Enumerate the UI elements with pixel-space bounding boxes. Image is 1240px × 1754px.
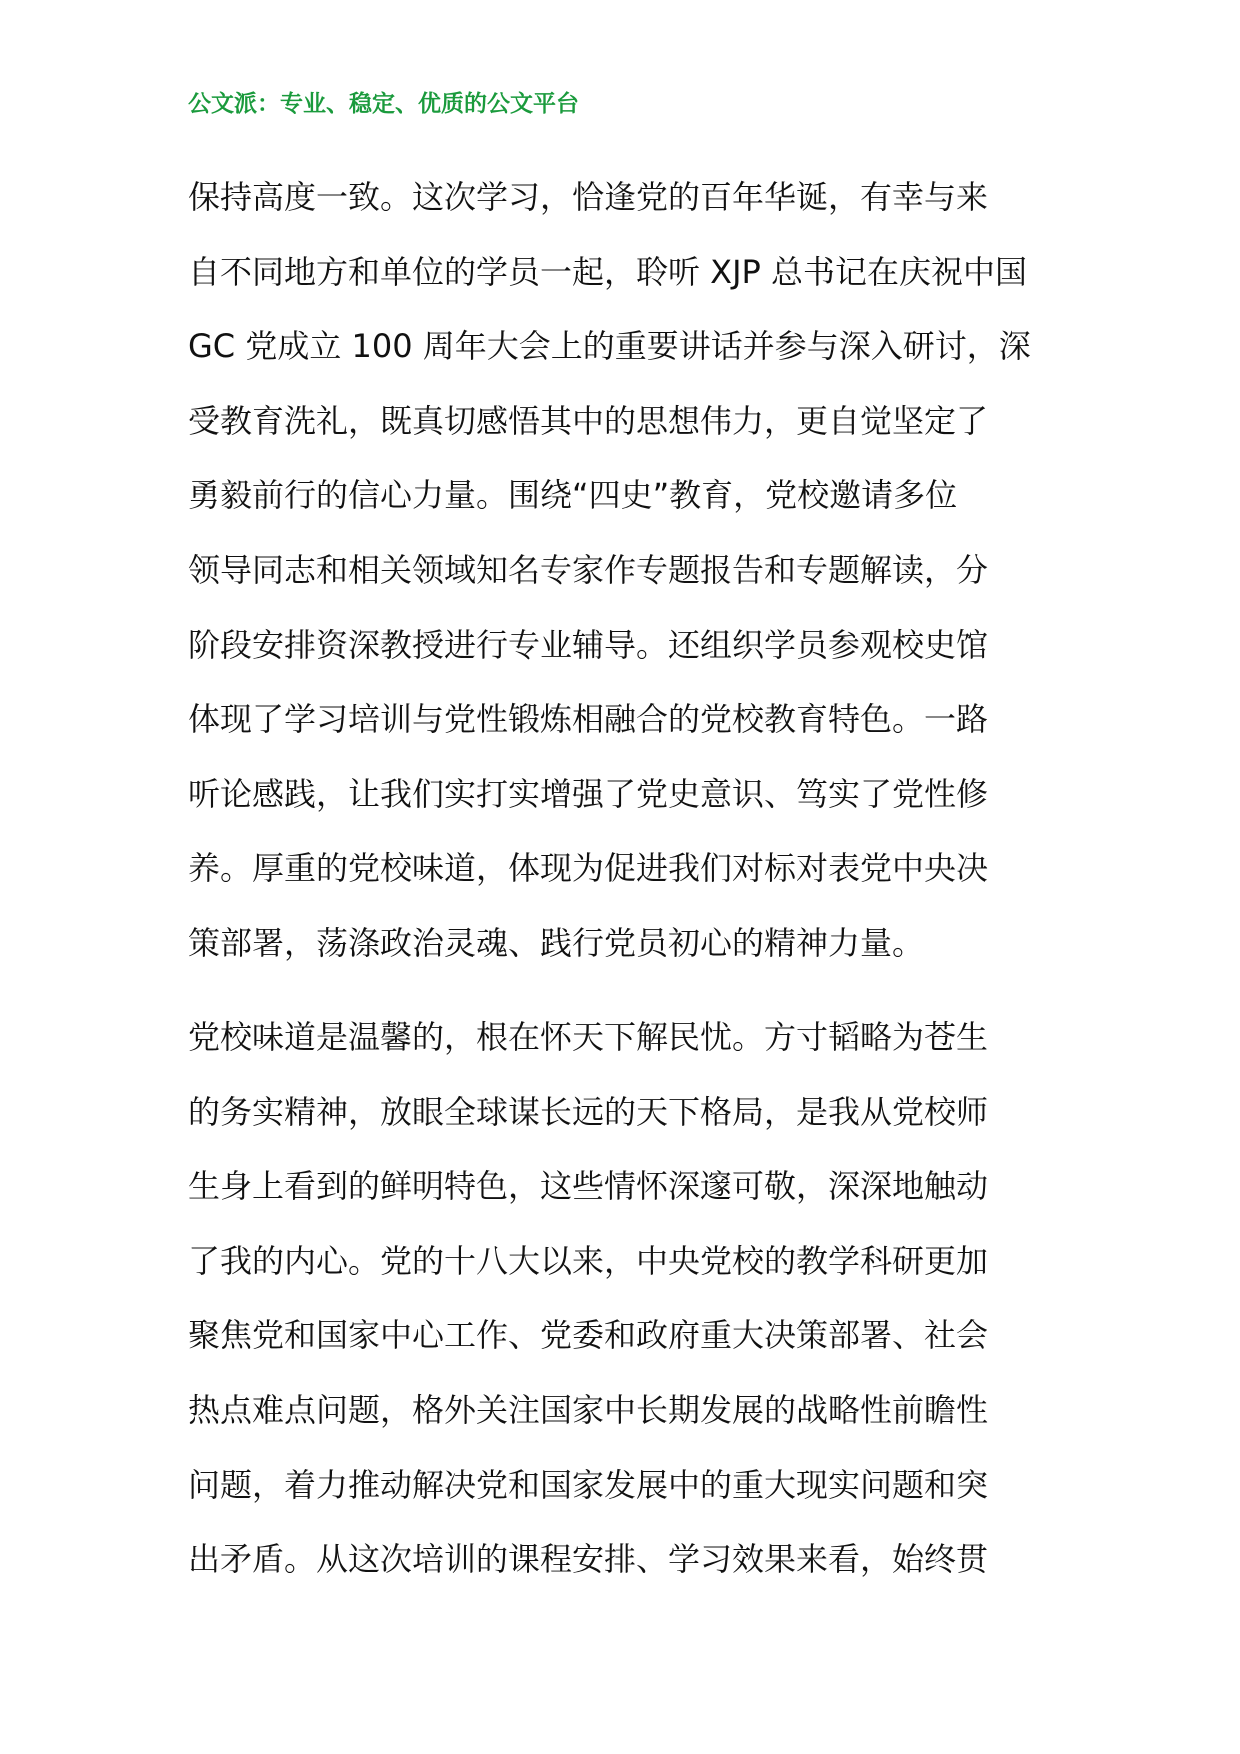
text-line: 党校味道是温馨的，根在怀天下解民忧。方寸韬略为苍生 [188,1018,989,1056]
text-line: 生身上看到的鲜明特色，这些情怀深邃可敬，深深地触动 [188,1167,989,1206]
page-header: 公文派：专业、稳定、优质的公文平台 [188,90,579,117]
text-line: GC 党成立 100 周年大会上的重要讲话并参与深入研讨，深 [188,327,1031,366]
text-line: 问题，着力推动解决党和国家发展中的重大现实问题和突 [188,1465,989,1504]
text-line: 的务实精神，放眼全球谋长远的天下格局，是我从党校师 [188,1092,989,1131]
text-line: 勇毅前行的信心力量。围绕“四史”教育，党校邀请多位 [188,476,958,515]
text-line: 阶段安排资深教授进行专业辅导。还组织学员参观校史馆 [188,625,989,664]
text-line: 出矛盾。从这次培训的课程安排、学习效果来看，始终贯 [188,1540,989,1579]
text-line: 保持高度一致。这次学习，恰逢党的百年华诞，有幸与来 [188,178,989,216]
text-line: 领导同志和相关领域知名专家作专题报告和专题解读，分 [188,551,989,589]
text-line: 了我的内心。党的十八大以来，中央党校的教学科研更加 [188,1241,989,1280]
text-line: 自不同地方和单位的学员一起，聆听 XJP 总书记在庆祝中国 [188,252,1028,291]
text-line: 热点难点问题，格外关注国家中长期发展的战略性前瞻性 [188,1391,989,1429]
text-line: 体现了学习培训与党性锻炼相融合的党校教育特色。一路 [188,700,989,739]
text-line: 受教育洗礼，既真切感悟其中的思想伟力，更自觉坚定了 [188,401,989,440]
text-line: 聚焦党和国家中心工作、党委和政府重大决策部署、社会 [188,1316,989,1355]
text-line: 策部署，荡涤政治灵魂、践行党员初心的精神力量。 [188,924,925,962]
text-line: 养。厚重的党校味道，体现为促进我们对标对表党中央决 [188,849,989,888]
text-line: 听论感践，让我们实打实增强了党史意识、笃实了党性修 [188,774,989,813]
